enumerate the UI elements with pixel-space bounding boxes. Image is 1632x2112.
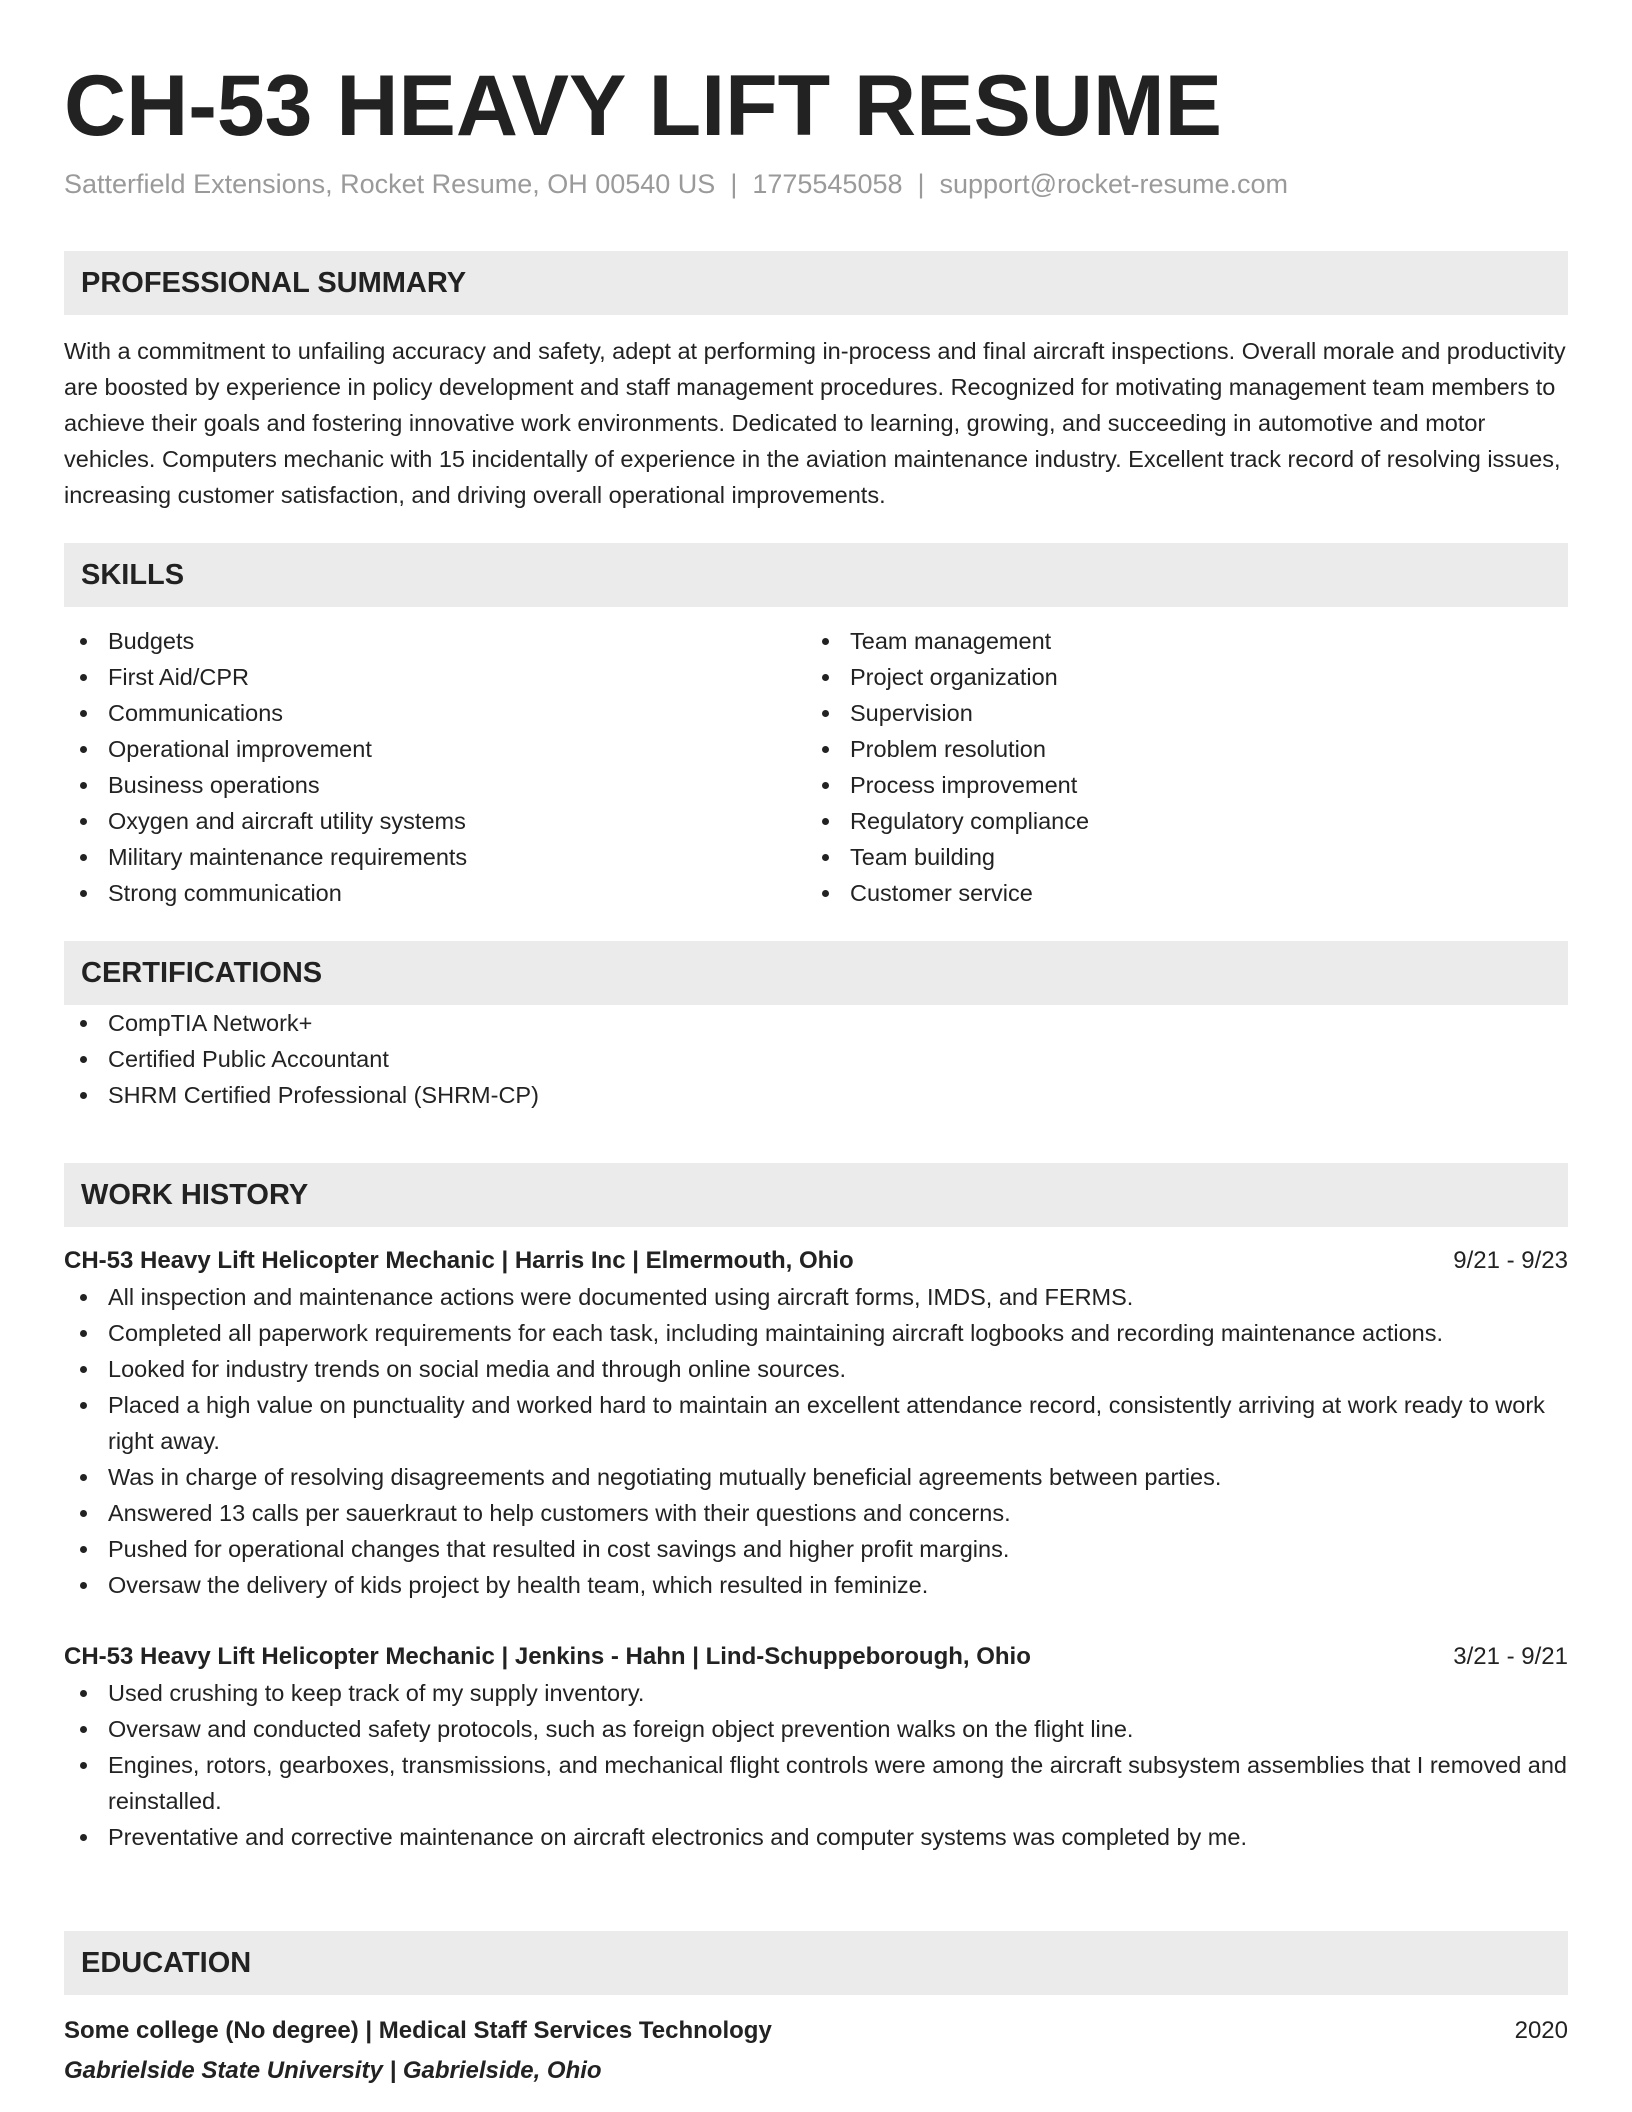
- skills-list-right: [806, 623, 1548, 911]
- education-school: Gabrielside State University | Gabrielside, Ohio: [64, 2057, 602, 2084]
- skills-list-left: [64, 623, 806, 911]
- skill-item: Regulatory compliance: [806, 803, 1548, 839]
- skill-item: Customer service: [806, 875, 1548, 911]
- skill-item: Budgets: [64, 623, 806, 659]
- certifications-list: [64, 1005, 1568, 1113]
- skills-columns: [64, 623, 1568, 911]
- skill-item: Project organization: [806, 659, 1548, 695]
- contact-email: support@rocket-resume.com: [939, 169, 1289, 199]
- skill-item: Communications: [64, 695, 806, 731]
- skill-item: Business operations: [64, 767, 806, 803]
- job-bullet: Answered 13 calls per sauerkraut to help customers with their questions and concerns.: [64, 1495, 1568, 1531]
- education-section: [64, 1931, 1568, 2089]
- skill-item: Operational improvement: [64, 731, 806, 767]
- certifications-heading: CERTIFICATIONS: [64, 941, 1568, 1005]
- certification-item: CompTIA Network+: [64, 1005, 1568, 1041]
- job-bullet: Preventative and corrective maintenance on aircraft electronics and computer systems was completed by me.: [64, 1819, 1568, 1855]
- job-bullets: [64, 1675, 1568, 1855]
- job-header: [64, 1639, 1568, 1675]
- summary-text: With a commitment to unfailing accuracy and safety, adept at performing in-process and final aircraft inspections. Overall morale and productivity are boosted by experience in policy development and staff management procedures. Recognized for motivating management team members to achieve their goals and fostering innovative work environments. Dedicated to learning, growing, and succeeding in automotive and motor vehicles. Computers mechanic with 15 incidentally of experience in the aviation maintenance industry. Excellent track record of resolving issues, increasing customer satisfaction, and driving overall operational improvements.: [64, 338, 1566, 508]
- job-bullets: [64, 1279, 1568, 1603]
- job-dates: 3/21 - 9/21: [1453, 1643, 1568, 1670]
- contact-line: [64, 166, 1288, 202]
- contact-separator: |: [730, 169, 738, 199]
- skill-item: Team building: [806, 839, 1548, 875]
- work-history-section: [64, 1163, 1568, 1855]
- contact-address: Satterfield Extensions, Rocket Resume, OH 00540 US: [64, 169, 716, 199]
- summary-heading: PROFESSIONAL SUMMARY: [64, 251, 1568, 315]
- job-bullet: Oversaw and conducted safety protocols, such as foreign object prevention walks on the flight line.: [64, 1711, 1568, 1747]
- skill-item: First Aid/CPR: [64, 659, 806, 695]
- skill-item: Oxygen and aircraft utility systems: [64, 803, 806, 839]
- certifications-section: [64, 941, 1568, 1113]
- job-bullet: Used crushing to keep track of my supply inventory.: [64, 1675, 1568, 1711]
- job-bullet: Engines, rotors, gearboxes, transmissions, and mechanical flight controls were among the aircraft subsystem assemblies that I removed and reinstalled.: [64, 1747, 1568, 1819]
- certification-item: Certified Public Accountant: [64, 1041, 1568, 1077]
- job-bullet: Looked for industry trends on social media and through online sources.: [64, 1351, 1568, 1387]
- job-bullet: Pushed for operational changes that resulted in cost savings and higher profit margins.: [64, 1531, 1568, 1567]
- contact-separator: |: [917, 169, 925, 199]
- skill-item: Supervision: [806, 695, 1548, 731]
- resume-title: CH-53 HEAVY LIFT RESUME: [64, 58, 1222, 154]
- summary-section: [64, 251, 1568, 513]
- job-title: CH-53 Heavy Lift Helicopter Mechanic | Jenkins - Hahn | Lind-Schuppeborough, Ohio: [64, 1643, 1031, 1670]
- skill-item: Process improvement: [806, 767, 1548, 803]
- work-history-heading: WORK HISTORY: [64, 1163, 1568, 1227]
- job-bullet: Completed all paperwork requirements for each task, including maintaining aircraft logbooks and recording maintenance actions.: [64, 1315, 1568, 1351]
- education-header: [64, 2013, 1568, 2049]
- skill-item: Problem resolution: [806, 731, 1548, 767]
- skill-item: Military maintenance requirements: [64, 839, 806, 875]
- education-year: 2020: [1514, 2017, 1568, 2044]
- job-header: [64, 1243, 1568, 1279]
- job-bullet: Was in charge of resolving disagreements and negotiating mutually beneficial agreements between parties.: [64, 1459, 1568, 1495]
- certification-item: SHRM Certified Professional (SHRM-CP): [64, 1077, 1568, 1113]
- skills-section: [64, 543, 1568, 911]
- job-bullet: Oversaw the delivery of kids project by health team, which resulted in feminize.: [64, 1567, 1568, 1603]
- education-heading: EDUCATION: [64, 1931, 1568, 1995]
- job-title: CH-53 Heavy Lift Helicopter Mechanic | Harris Inc | Elmermouth, Ohio: [64, 1247, 854, 1274]
- skills-heading: SKILLS: [64, 543, 1568, 607]
- skill-item: Strong communication: [64, 875, 806, 911]
- job-bullet: Placed a high value on punctuality and worked hard to maintain an excellent attendance record, consistently arriving at work ready to work right away.: [64, 1387, 1568, 1459]
- skill-item: Team management: [806, 623, 1548, 659]
- contact-phone: 1775545058: [752, 169, 903, 199]
- education-degree: Some college (No degree) | Medical Staff Services Technology: [64, 2017, 772, 2044]
- job-dates: 9/21 - 9/23: [1453, 1247, 1568, 1274]
- job-bullet: All inspection and maintenance actions were documented using aircraft forms, IMDS, and FERMS.: [64, 1279, 1568, 1315]
